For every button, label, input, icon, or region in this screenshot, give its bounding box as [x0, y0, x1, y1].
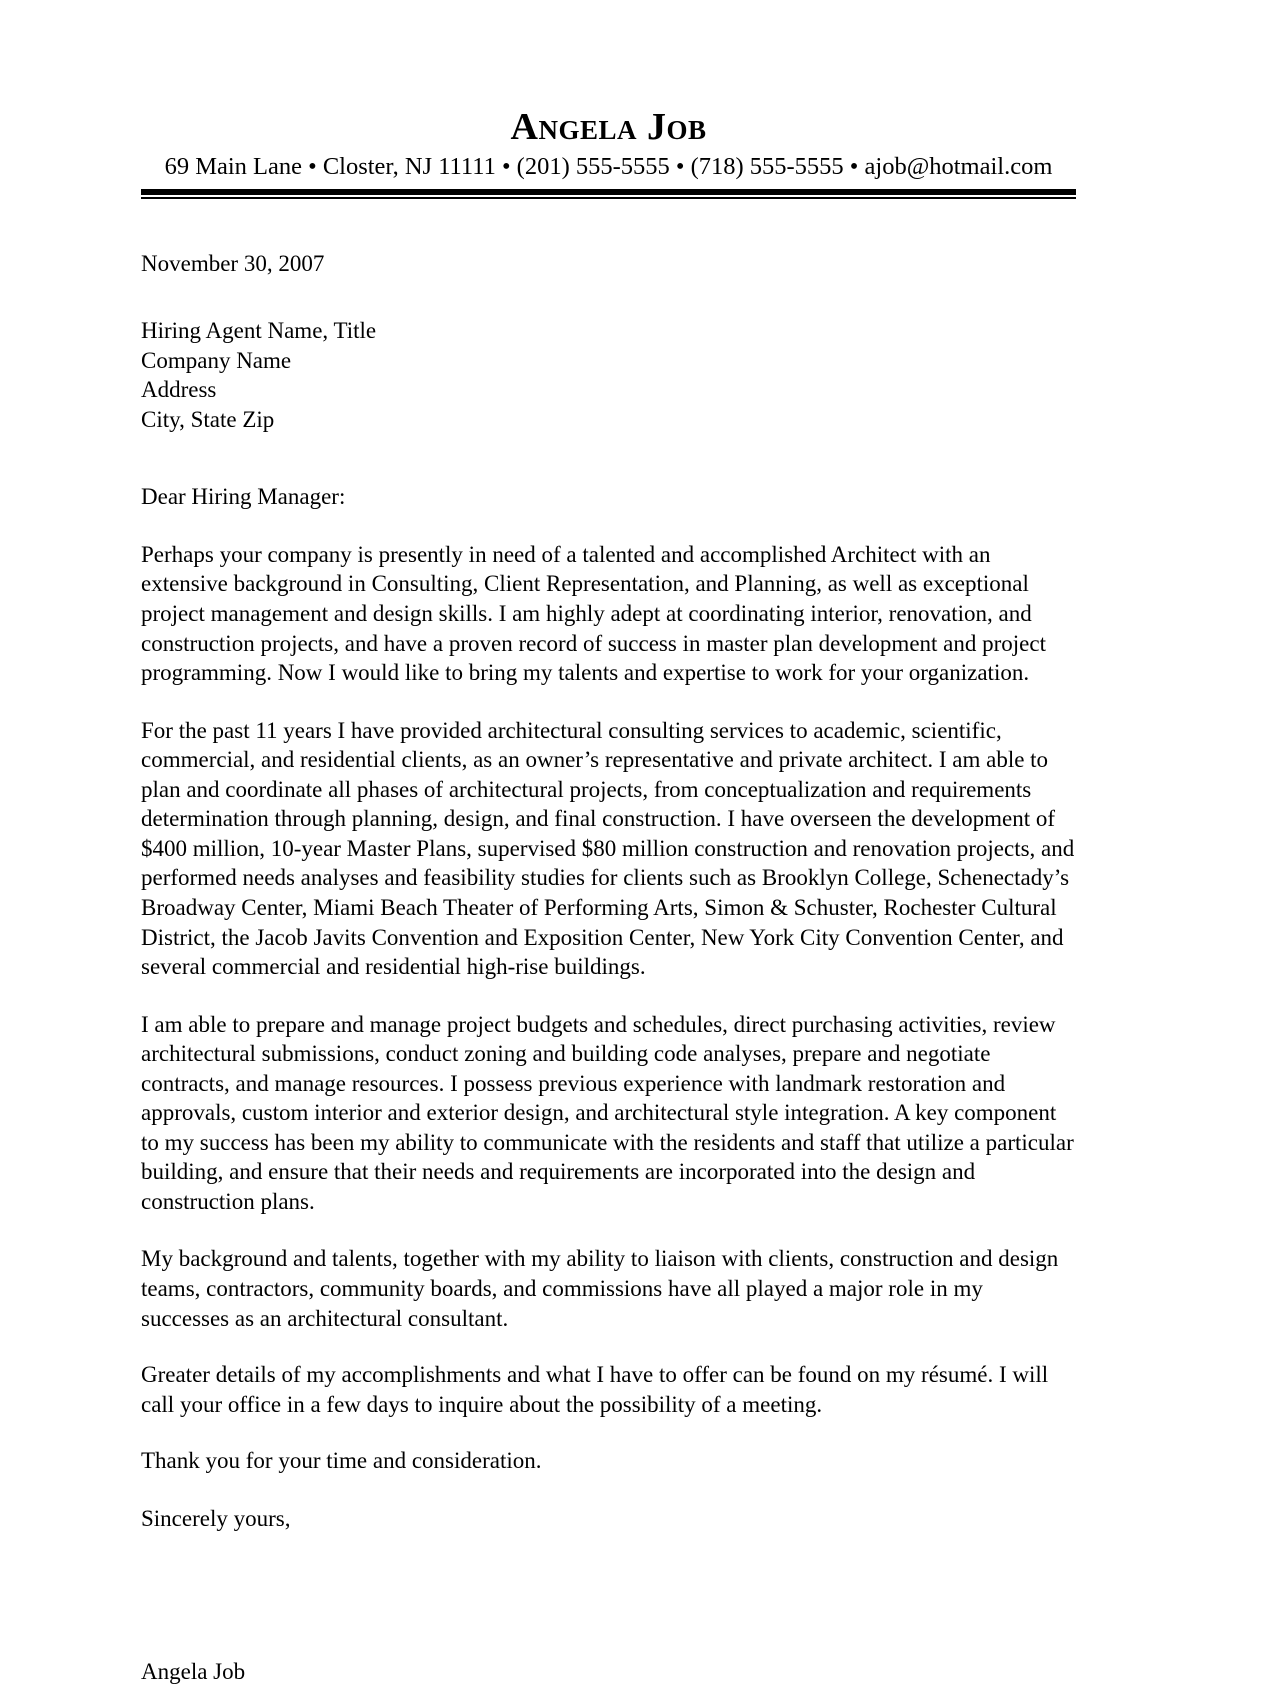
recipient-city-state-zip: City, State Zip: [141, 406, 275, 432]
cover-letter: [141, 0, 1076, 1687]
letter-paragraph-5: Greater details of my accomplishments and what I have to offer can be found on my résumé. I will call your office in a few days to inquire about the possibility of a meeting.: [141, 1362, 1049, 1417]
letterhead-contact-line: 69 Main Lane • Closter, NJ 11111 • (201) 555-5555 • (718) 555-5555 • ajob@hotmail.com: [164, 152, 1053, 180]
recipient-address: Address: [141, 377, 217, 403]
letter-date: November 30, 2007: [141, 250, 325, 276]
letterhead: [141, 0, 1076, 199]
letterhead-name: Angela Job: [510, 106, 707, 148]
letter-paragraph-2: For the past 11 years I have provided architectural consulting services to academic, scientific, commercial, and residential clients, as an owner’s representative and private architect. I am able to plan and coordinate all phases of architectural projects, from conceptualization and requirements determination through planning, design, and final construction. I have overseen the development of $400 million, 10-year Master Plans, supervised $80 million construction and renovation projects, and performed needs analyses and feasibility studies for clients such as Brooklyn College, Schenectady’s Broadway Center, Miami Beach Theater of Performing Arts, Simon & Schuster, Rochester Cultural District, the Jacob Javits Convention and Exposition Center, New York City Convention Center, and several commercial and residential high-rise buildings.: [141, 717, 1075, 980]
recipient-company: Company Name: [141, 347, 292, 373]
recipient-name-title: Hiring Agent Name, Title: [141, 318, 377, 344]
letter-paragraph-1: Perhaps your company is presently in need of a talented and accomplished Architect with an extensive background in Consulting, Client Representation, and Planning, as well as exceptional project management and design skills. I am highly adept at coordinating interior, renovation, and construction projects, and have a proven record of success in master plan development and project programming. Now I would like to bring my talents and expertise to work for your organization.: [141, 541, 1046, 686]
letter-salutation: Dear Hiring Manager:: [141, 484, 346, 510]
letter-paragraph-3: I am able to prepare and manage project budgets and schedules, direct purchasing activities, review architectural submissions, conduct zoning and building code analyses, prepare and negotiate contracts, and manage resources. I possess previous experience with landmark restoration and approvals, custom interior and exterior design, and architectural style integration. A key component to my success has been my ability to communicate with the residents and staff that utilize a particular building, and ensure that their needs and requirements are incorporated into the design and construction plans.: [141, 1011, 1074, 1214]
letter-paragraph-4: My background and talents, together with my ability to liaison with clients, construction and design teams, contractors, community boards, and commissions have all played a major role in my successes as an architectural consultant.: [141, 1246, 1059, 1331]
letter-body: [141, 249, 1076, 1687]
letter-paragraph-6: Thank you for your time and consideration.: [141, 1448, 542, 1474]
recipient-address-block: [141, 316, 1076, 434]
divider-rule-thin: [141, 197, 1076, 199]
letterhead-divider: [141, 189, 1076, 199]
letter-signature-name: Angela Job: [141, 1659, 246, 1685]
letter-closing: Sincerely yours,: [141, 1505, 291, 1531]
